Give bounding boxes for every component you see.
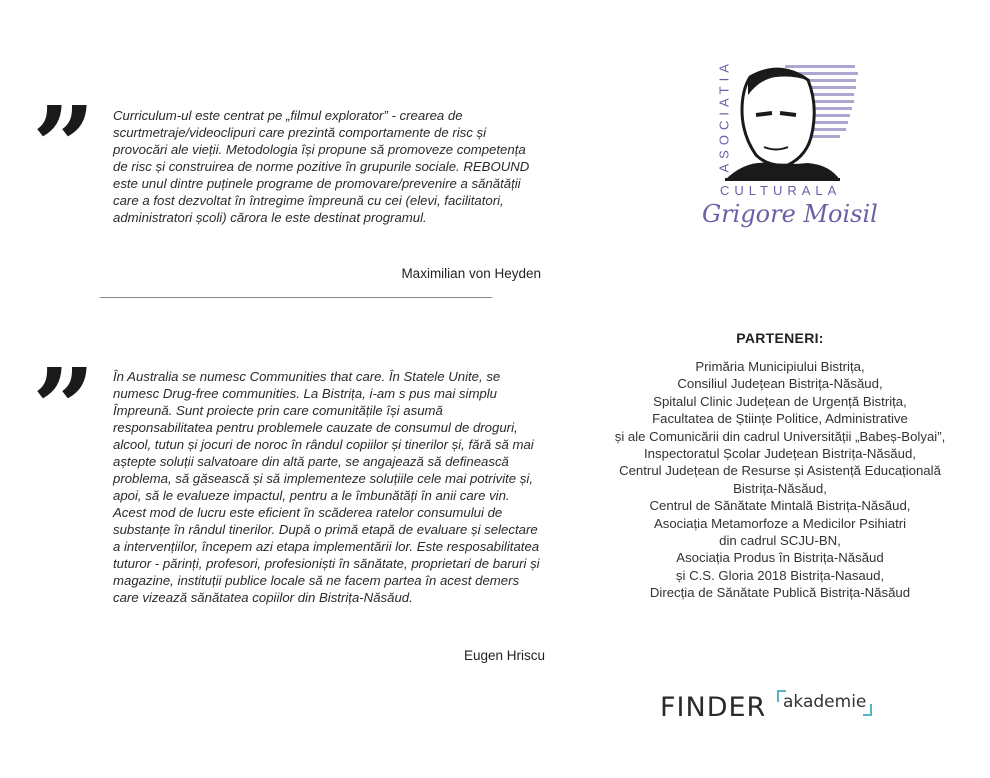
partner-item: Primăria Municipiului Bistrița,: [695, 359, 865, 374]
partner-item: Direcția de Sănătate Publică Bistrița-Năsăud: [649, 585, 911, 601]
association-horizontal-word: CULTURALA: [720, 183, 842, 198]
partners-list: [585, 358, 975, 602]
quote-text: Curriculum-ul este centrat pe „filmul explorator” - crearea de scurtmetraje/videoclipuri care prezintă comportamente de risc și provocări ale vieții. Metodologia își propune să promoveze competența de risc și construirea de norme pozitive în grupurile sociale. REBOUND este unul dintre puținele programe de promovare/prevenire a sănătății care a fost dezvoltat în întregime împreună cu cei (elevi, facilitatori, administratori școli) cărora le este destinat programul.: [113, 108, 530, 225]
quote-author: Maximilian von Heyden: [401, 266, 541, 281]
partner-item: Spitalul Clinic Județean de Urgență Bistrița,: [653, 393, 907, 409]
partner-item: Asociația Metamorfoze a Medicilor Psihiatri: [653, 515, 907, 531]
partners-title: PARTENERI:: [736, 330, 824, 346]
quote-mark-icon: ”: [32, 82, 86, 211]
quote-mark-icon: ”: [32, 344, 86, 473]
quote-text: În Australia se numesc Communities that care. În Statele Unite, se numesc Drug-free communities. La Bistrița, i-am s pus mai simplu Împreună. Sunt proiecte prin care comunitățile își asumă responsabilitatea pentru problemele cauzate de consumul de droguri, alcool, tutun și jocuri de noroc în rândul copiilor și tinerilor și, fără să mai aștepte soluții salvatoare din altă parte, se angajează să definească problema, să găsească și să implementeze soluțiile cele mai potrivite și, apoi, să le evalueze impactul, pentru a le îmbunătăți în anii care vin. Acest mod de lucru este eficient în scăderea ratelor consumului de substanțe în rândul tinerilor. După o primă etapă de evaluare și selectare a intervențiilor, începem azi etapa implementării lor. Este resposabilitatea tuturor - părinți, profesori, profesioniști în sănătate, proprietari de baruri și magazine, instituții publice locale să ne facem partea în acest demers care vizează sănătatea copiilor din Bistrița-Năsăud.: [113, 369, 540, 605]
association-signature: Grigore Moisil: [702, 200, 878, 228]
bracket-icon: [777, 690, 786, 702]
partner-item: Centrul Județean de Resurse și Asistență Educațională: [619, 463, 941, 479]
partner-item: și C.S. Gloria 2018 Bistrița-Nasaud,: [675, 567, 885, 583]
partner-item: Facultatea de Științe Politice, Administrative: [652, 411, 908, 427]
partner-item: și ale Comunicării din cadrul Universității „Babeș-Bolyai”,: [614, 428, 946, 444]
finder-akademie-logo: [660, 688, 900, 728]
association-logo: [690, 55, 890, 245]
partner-item: din cadrul SCJU-BN,: [719, 533, 841, 549]
partner-item: Inspectoratul Școlar Județean Bistrița-Năsăud,: [644, 446, 916, 462]
partner-item: Centrul de Sănătate Mintală Bistrița-Năsăud,: [649, 498, 911, 514]
finder-word: FINDER: [660, 692, 767, 723]
association-vertical-word: ASOCIATIA: [716, 59, 732, 173]
partner-item: Bistrița-Năsăud,: [733, 480, 827, 496]
partner-item: Consiliul Județean Bistrița-Năsăud,: [677, 376, 883, 392]
quote-author: Eugen Hriscu: [463, 648, 545, 663]
bracket-icon: [863, 704, 872, 716]
partner-item: Asociația Produs în Bistrița-Năsăud: [676, 550, 884, 566]
akademie-word: akademie: [777, 690, 872, 716]
divider: [100, 297, 492, 298]
